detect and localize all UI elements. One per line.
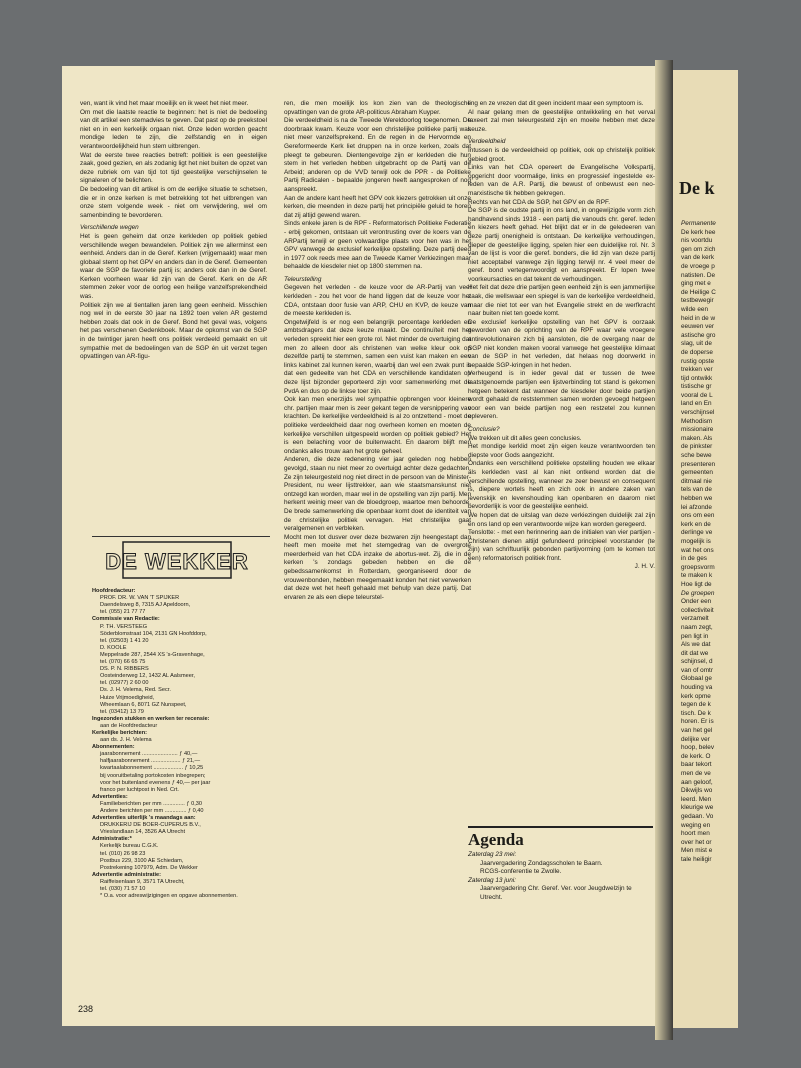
next-page-line: Globaal ge [681,675,712,683]
next-page-line: nis voortdu [681,237,713,245]
paragraph: Al naar gelang men de geestelijke ontwikkeling en het verval taxeert zal men teleurgesteld zijn en moeite hebben met deze keuze. [468,108,655,133]
agenda-date: Zaterdag 23 mei: [468,851,517,858]
section-heading: Teleurstelling [284,275,322,283]
column-3 [468,100,655,572]
paragraph: We hopen dat de uitslag van deze verkiezingen duidelijk zal zijn en ons land op een verantwoorde wijze kan worden geregeerd. [468,511,655,528]
paragraph: Ondanks een verschillend politieke opstelling houden we elkaar als kerkleden vast al kan niet ontkend worden dat die verschillende opstelling, wanneer ze zeer bewust en consequent is, diepere wortels heeft en zich ook in andere zaken van levenskijk en levenshouding kan openbaren en daarom niet bevorderlijk is voor de geestelijke eenheid. [468,460,655,511]
next-page-title: De k [679,178,715,198]
next-page-line: leerd. Men [681,795,712,803]
next-page-line: over het or [681,838,712,846]
page-number: 238 [78,1004,94,1014]
paragraph: Wat de eerste twee reacties betreft: politiek is een geestelijke zaak, goed gezien, en als zodanig ligt het niet buiten de opzet van deze rubriek om van tijd tot tijd geestelijke verschijnselen te signaleren of te belichten. [80,151,267,185]
paragraph: Ook kan men enerzijds wel sympathie opbrengen voor kleinere chr. partijen maar men is zeer gekant tegen de versnippering van krachten. De kerkelijke verdeeldheid is al zo ontzettend - moet de politieke verdeeldheid daar nog overheen komen en moeten de kerkelijke verschillen uitgespeeld worden op politiek gebied? Het is een belaching voor de buitenwacht. En daarom blijft men ondanks alles trouw aan het grote geheel. [284,396,471,455]
paragraph: Intussen is de verdeeldheid op politiek, ook op christelijk politiek gebied groot. [468,146,655,163]
next-page-line: verschijnsel [681,409,715,417]
next-page-line: men de ve [681,770,711,777]
paragraph: De exclusief kerkelijke opstelling van het GPV is oorzaak geworden van de oprichting van de RPF waar vele vroegere antirevolutionairen zich bij aansloten, die de overgang naar de SGP niet konden maken vooral vanwege het geestelijke klimaat van de SGP in het verleden, dat helaas nog doorwerkt in bepaalde SGP-kringen in het heden. [468,318,655,369]
next-page-line: vooral de L [681,391,713,399]
next-page-line: verzamelt [681,615,709,623]
colophon-heading: Hoofdredacteur: [92,588,136,595]
next-page-line: De groepen [681,589,715,597]
agenda-items [468,851,653,903]
next-page-line: mogelijk is [681,537,711,545]
colophon-line: voor het buitenland evenens ƒ 40,— per jaar [100,779,211,786]
agenda-event: Jaarvergadering Zondagsscholen te Baarn. [480,859,603,867]
next-page-line: tale heiligir [681,855,712,863]
next-page-line: Dikwijls wo [681,787,713,795]
colophon-line: Huize Vrijmoedigheid, [100,694,155,701]
paragraph: Verheugend is in ieder geval dat er tussen de twee laatstgenoemde partijen een lijstverbinding tot stand is gekomen hetgeen betekent dat wanneer de kiesdeler door beide partijen wordt gehaald de reststemmen samen worden gevoegd hetgeen voor een van beide partijen nog een restzetel zou kunnen opleveren. [468,370,655,421]
next-page-line: te maken k [681,572,713,580]
agenda-event: Jaarvergadering Chr. Geref. Ver. voor Jeugdwelzijn te Utrecht. [480,885,632,901]
colophon-line: tel. (030) 71 57 10 [100,886,146,893]
next-page-line: kleurige we [681,804,714,812]
colophon-details [92,588,270,900]
section-heading: Verdeeldheid [468,138,506,146]
colophon-line: tel. (03412) 13 79 [100,708,144,715]
paragraph: Rechts van het CDA de SGP, het GPV en de RPF. [468,198,610,206]
next-page-line: de kerk. O [681,752,711,760]
colophon-line: Postbus 229, 3100 AE Schiedam, [100,857,184,864]
next-page-line: delijke ver [681,735,710,743]
next-page-line: slag, uit de [681,340,712,348]
next-page-line: heid in de w [681,314,716,322]
colophon-line: aan ds. J. H. Velema [100,737,152,744]
paragraph: Om met die laatste reactie te beginnen: het is niet de bedoeling van dit artikel een stemadvies te geven. Dat past op de preekstoel niet en in een kerkelijk orgaan niet. Onze leden worden geacht mondige leden te zijn, die zelfstandig en in eigen verantwoordelijkheid hun stem uitbrengen. [80,108,267,150]
paragraph: Politiek zijn we al tientallen jaren lang geen eenheid. Misschien nog wel in de eerste 30 jaar na 1892 toen velen AR gestemd hebben zoals dat ook in de Geref. Bond het geval was, volgens het pas verschenen Gedenkboek. Maar de opkomst van de SGP in de twintiger jaren heeft ons politiek verdeeld gemaakt en uit sympathie met de bedoelingen van de SGP én uit verzet tegen opvattingen van AR-figu- [80,301,267,361]
agenda-title: Agenda [468,830,524,849]
next-page-line: de doperse [681,348,713,356]
next-page-line: kerk en de [681,520,711,528]
next-page-line: Onder een [681,598,712,606]
paragraph: Sinds enkele jaren is de RPF - Reformatorisch Politieke Federatie - erbij gekomen, ontstaan uit verontrusting over de koers van de ARPartij terwijl er geen volwaardige plaats voor hen was in het GPV vanwege de exclusief kerkelijke opstelling. Deze partij deed in 1977 ook reeds mee aan de Tweede Kamer Verkiezingen maar behaalde de kiesdeler niet op 1800 stemmen na. [284,220,471,271]
colophon-line: Vrieslandlaan 14, 3526 AA Utrecht [100,829,185,836]
paragraph: De SGP is de oudste partij in ons land, in ongewijzigde vorm zich handhavend sinds 1918 - een partij die vanouds chr. geref. leden en kiezers heeft gehad. Het blijkt dat er in de geledeeren van deze partij onenigheid is ontstaan. De kerkelijke verhoudingen, dieper de geestelijke ligging, spelen hier een duidelijke rol. Nr. 3 van de lijst is voor die geref. bonders, die lid zijn van deze partij niet acceptabel vanwege zijn ligging terwijl nr. 4 veel meer de geref. bond vertegenwoordigt en aanspreekt. Er lopen twee voorkeursacties en dat tekent de verhoudingen. [468,207,655,283]
paragraph: Het mondige kerklid moet zijn eigen keuze verantwoorden ten diepste voor Gods aangezicht. [468,443,655,459]
colophon-line: * O.a. voor adreswijzigingen en opgave abonnementen. [100,893,238,900]
paragraph: Tenslotte: - met een herinnering aan de initialen van vier partijen - Christenen dienen altijd gefundeerd principieel voorstander (te zijn) van schriftuurlijk gebonden partijvorming (om te komen tot een) reformatorisch politiek front. [468,529,655,562]
next-page-line: gedaan. Vo [681,812,714,820]
colophon-line: Wheemlaan 6, 8071 GZ Nunspeet, [100,701,187,708]
colophon-line: tel. (055) 21 77 77 [100,609,146,616]
next-page-line: aan geloof, [681,778,713,786]
next-page-line: maken. Als [681,434,713,442]
paragraph: Ongetwijfeld is er nog een belangrijk percentage kerkleden en ambtsdragers dat deze keuze maakt. De continuïteit met het verleden spreekt hier een grote rol. Niet minder de overtuiging dat men zo alleen door als christenen van welke kleur ook op dezelfde partij te stemmen, samen een vuist kan maken en een links kabinet zal kunnen keren, waarbij dan wel een zwak punt is dat een gedeelte van het CDA en verschillende kandidaten op deze lijst bijzonder geporteerd zijn voor samenwerking met de PvdA en dus op de linkse toer zijn. [284,318,471,395]
next-page-line: rustig opste [681,357,715,365]
de-wekker-logo [105,541,249,579]
agenda-box [468,826,653,903]
colophon-line: Söderblomstraat 104, 2131 GN Hoofddorp, [100,630,207,637]
paragraph: Het is geen geheim dat onze kerkleden op politiek gebied verschillende wegen bewandelen. Politiek zijn we allerminst een eenheid. Anders dan in de Geref. Kerken (vrijgemaakt) waar men globaal stemt op het GPV en anders dan in de Geref. Gemeenten waar de SGP de favoriete partij is; anders ook dan in de Geref. Kerken voorheen waar lid zijn van de Geref. Kerk en de AR stemmen zeker voor de oorlog een heilige vanzelfsprekendheid was. [80,232,267,301]
next-page-line: Permanente [681,220,716,227]
next-page-line: De kerk hee [681,228,716,236]
next-page-line: wat het ons [681,546,714,554]
colophon-heading: Commissie van Redactie: [92,616,160,623]
next-page-line: schijnsel, d [681,658,713,666]
next-page-line: houding va [681,684,713,692]
next-page-line: eeuwen ver [681,323,715,331]
next-page-line: kerk opme [681,692,711,700]
next-page-line: derlinge ve [681,529,713,537]
colophon-line: jaarabonnement ....................... ƒ 40,— [100,751,198,758]
colophon-line: P. TH. VERSTEEG [100,623,148,630]
colophon-line: tel. (070) 66 65 75 [100,659,146,666]
next-page-line: Men mist e [681,847,713,855]
colophon-line: Oosteinderweg 12, 1432 AL Aalsmeer, [100,673,195,680]
column-2 [284,100,471,602]
next-page-line: tegen de k [681,701,711,709]
next-page-line: pen ligt in [681,632,709,640]
next-page-line: Als we dat [681,641,711,649]
next-page-line: ons om een [681,512,715,520]
agenda-event: RCGS-conferentie te Zwolle. [480,868,562,876]
paragraph: ling en ze vrezen dat dit geen incident maar een symptoom is. [468,100,644,107]
colophon-line: Postrekening 107979, Adm. De Wekker [100,864,198,871]
next-page-line: astische gro [681,331,716,339]
colophon-line: tel. (02503) 1 41 20 [100,637,149,644]
next-page-line: ging met e [681,280,711,288]
colophon-line: tel. (02977) 2 60 00 [100,680,149,687]
next-page-line: naam zegt, [681,623,713,631]
colophon-heading: Advertenties uiterlijk 's maandags aan: [92,815,196,822]
next-page-line: weging en [681,821,711,829]
next-page-line: gemeenten [681,469,713,477]
section-heading: Verschillende wegen [80,224,139,232]
paragraph: Het feit dat deze drie partijen geen eenheid zijn is een jammerlijke zaak, die wellswaar een spiegel is van de kerkelijke verdeeldheid, maar die niet tot eer van het Evangelie strekt en de werfkracht naar buiten niet ten goede komt. [468,284,655,318]
next-page-line: dit dat we [681,649,709,657]
colophon-heading: Ingezonden stukken en werken ter recensie: [92,715,210,722]
section-heading: Conclusie? [468,425,500,433]
next-page-line: van of omtr [681,666,713,674]
next-page-line: tijd ontwikk [681,374,713,382]
next-page-line: hoop, belev [681,744,715,752]
next-page-line: trekken ver [681,366,713,374]
colophon-line: DRUKKERIJ DE BOER-CUPERUS B.V., [100,822,201,829]
colophon-heading: Advertenties: [92,793,128,800]
next-page-line: testbewegir [681,297,714,305]
next-page-line: van het gel [681,727,713,735]
paragraph: Mocht men tot dusver over deze bezwaren zijn heengestapt dan heeft men moeite met het stemgedrag van de overgrote meerderheid van het CDA inzake de abortus-wet. Zij, die in de kerken 's zondags gebeden hebben en die de gebedssamenkomst in Rotterdam, georganiseerd door de vrouwenbonden, hebben meegemaakt konden het niet verwerken dat deze wet het heeft gehaald met behulp van deze partij. Dat ervaren ze als een diepe teleurstel- [284,533,471,601]
next-page-line: de pinkster [681,443,713,451]
colophon-line: halfjaarabonnement ................... ƒ 21,— [100,758,201,765]
next-page-line: Methodism [681,417,713,425]
next-page-line: sche bewe [681,452,712,460]
right-page [673,70,738,1028]
next-page-line: collectiviteit [681,606,714,614]
next-page-line: Hoe ligt de [681,580,712,588]
colophon-line: Andere berichten per mm .............. ƒ 0,40 [100,808,204,814]
next-page-line: van de kerk [681,254,715,262]
colophon-heading: Kerkelijke berichten: [92,729,148,736]
paragraph: Die verdeeldheid is na de Tweede Wereldoorlog toegenomen. De doorbraak kwam. Keuze voor een christelijke politieke partij was niet meer vanzelfsprekend. En de regen in de Hervormde en Gereformeerde Kerk liet druppen na in onze kerken, zoals dat pleegt te gebeuren. Dientengevolge zijn er kerkleden die hun stem in het verleden hebben uitgebracht op de Partij van de Arbeid; anderen op de VVD terwijl ook de PPR - de Politieke Partij Radicalen - bepaalde jongeren heeft aangesproken of nog aanspreekt. [284,117,471,193]
book-gutter [655,60,673,1040]
next-page-line: missionaire [681,426,714,434]
agenda-date: Zaterdag 13 juni: [468,876,516,884]
paragraph: We trekken uit dit alles geen conclusies. [468,434,582,442]
colophon-line: franco per luchtpost in Ned. Crt. [100,786,179,793]
next-page-line: tels van de [681,486,712,494]
next-page-line: lei afzonde [681,503,712,511]
next-page-column [681,220,801,865]
next-page-line: baar tekort [681,761,712,769]
colophon-line: Familieberichten per mm .............. ƒ 0,30 [100,800,202,807]
colophon-line: Raiffeisenlaan 9, 3571 TA Utrecht, [100,878,185,885]
author-signature: J. H. V. [634,563,655,571]
svg-text:DE WEKKER: DE WEKKER [105,549,249,574]
colophon-line: tel. (010) 26 98 23 [100,850,146,857]
colophon-line: D. KOOLE [100,644,127,651]
colophon-line: bij vooruitbetaling portokosten inbegrepen; [100,772,206,779]
paragraph: ven, want ik vind het maar moeilijk en ik weet het niet meer. [80,100,249,107]
next-page-line: presenteren [681,460,716,468]
colophon-line: aan de Hoofdredacteur [100,722,158,729]
next-page-line: natisten. De [681,271,716,279]
next-page-line: land en En [681,400,712,408]
paragraph: Anderen, die deze redenering vier jaar geleden nog hebben gevolgd, staan nu niet meer zo overtuigd achter deze gedachten. Ze zijn teleurgesteld nog niet direct in de persoon van de Minister-President, nu weer lijsttrekker, aan wie staatsmanskunst niet ontzegd kan worden, maar wel in de opstelling van zijn partij. Men herkent weinig meer van de bloedgroep, waartoe men behoorde. De brede samenwerking die openbaar komt doet de identiteit van de christelijke politiek vervagen. Het christelijke gaat veralgemenen en verbleken. [284,456,471,533]
colophon-line: Daendelsweg 8, 7315 AJ Apeldoorn, [100,602,191,609]
next-page-line: horen. Er is [681,718,714,726]
next-page-line: gen om zich [681,245,716,253]
next-page-line: wilde een [681,305,709,313]
paragraph: Aan de andere kant heeft het GPV ook kiezers getrokken uit onze kerken, die meenden in deze partij het principiële geluid te horen dat zij altijd gewend waren. [284,194,471,219]
next-page-line: hebben we [681,495,713,502]
colophon-line: kwartaalabonnement ................... ƒ 10,25 [100,765,204,772]
colophon-heading: Abonnementen: [92,744,135,751]
next-page-line: de Heilige C [681,288,716,296]
paragraph: Links van het CDA opereert de Evangelische Volkspartij, opgericht door voormalige, links en progressief ingestelde ex-leden van de A.R. Partij, die bewust of onbewust een neo-marxistische tik hebben gekregen. [468,164,655,197]
colophon-heading: Administratie:* [92,836,132,843]
next-page-line: in de ges [681,555,707,563]
colophon-line: PROF. DR. W. VAN 'T SPIJKER [100,595,180,602]
colophon-line: Meppelrade 287, 2544 XS 's-Gravenhage, [100,651,205,658]
colophon-line: Kerkelijk bureau C.G.K. [100,843,159,850]
column-1 [80,100,267,362]
paragraph: De bedoeling van dit artikel is om de eerlijke situatie te schetsen, die er in onze kerken is met betrekking tot het uitbrengen van onze stem volgende week - niet om verwijdering, wel om samenbinding te bevorderen. [80,185,267,219]
de-wekker-colophon [92,536,270,900]
colophon-heading: Advertentie administratie: [92,871,162,878]
paragraph: Gegeven het verleden - de keuze voor de AR-Partij van veel kerkleden - zou het voor de hand liggen dat de keuze voor het CDA, ontstaan door fusie van ARP, CHU en KVP, de keuze van de meeste kerkleden is. [284,284,471,318]
next-page-line: de vroege p [681,262,715,270]
next-page-line: tisch. De k [681,709,711,717]
colophon-line: Ds. J. H. Velema, Red. Secr. [100,687,171,694]
paragraph: ren, die men moeilijk los kon zien van de theologische opvattingen van de grote AR-politicus Abraham Kuyper. [284,100,471,116]
next-page-line: groepsvorm [681,563,715,571]
colophon-line: DS. P. N. RIBBERS [100,666,149,673]
next-page-line: ditmaal nie [681,477,712,485]
next-page-line: tistische gr [681,383,712,391]
next-page-line: hoort men [681,830,710,838]
